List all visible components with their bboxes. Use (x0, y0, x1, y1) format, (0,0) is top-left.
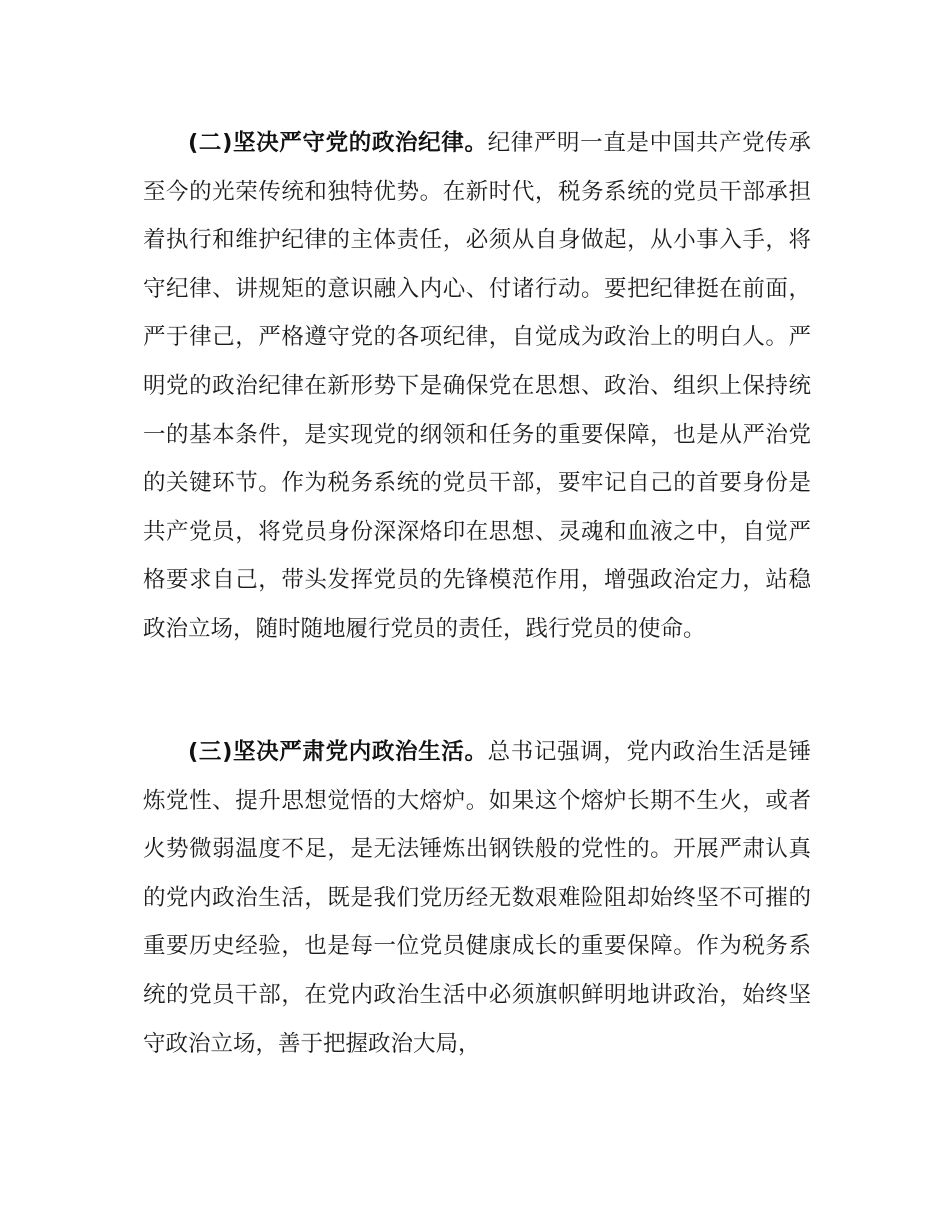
paragraph-body-text: 纪律严明一直是中国共产党传承至今的光荣传统和独特优势。在新时代，税务系统的党员干部承担着执行和维护纪律的主体责任，必须从自身做起，从小事入手，将守纪律、讲规矩的意识融入内心、付诸行动。要把纪律挺在前面，严于律己，严格遵守党的各项纪律，自觉成为政治上的明白人。严明党的政治纪律在新形势下是确保党在思想、政治、组织上保持统一的基本条件，是实现党的纲领和任务的重要保障，也是从严治党的关键环节。作为税务系统的党员干部，要牢记自己的首要身份是共产党员，将党员身份深深烙印在思想、灵魂和血液之中，自觉严格要求自己，带头发挥党员的先锋模范作用，增强政治定力，站稳政治立场，随时随地履行党员的责任，践行党员的使命。 (143, 130, 811, 642)
paragraph-political-discipline (143, 119, 811, 654)
section-heading-2: (二)坚决严守党的政治纪律。 (188, 130, 488, 156)
paragraph-body-text: 总书记强调，党内政治生活是锤炼党性、提升思想觉悟的大熔炉。如果这个熔炉长期不生火，或者火势微弱温度不足，是无法锤炼出钢铁般的党性的。开展严肃认真的党内政治生活，既是我们党历经无数艰难险阻却始终坚不可摧的重要历史经验，也是每一位党员健康成长的重要保障。作为税务系统的党员干部，在党内政治生活中必须旗帜鲜明地讲政治，始终坚守政治立场，善于把握政治大局， (143, 739, 811, 1057)
section-heading-3: (三)坚决严肃党内政治生活。 (188, 739, 488, 765)
paragraph-political-life (143, 728, 811, 1068)
